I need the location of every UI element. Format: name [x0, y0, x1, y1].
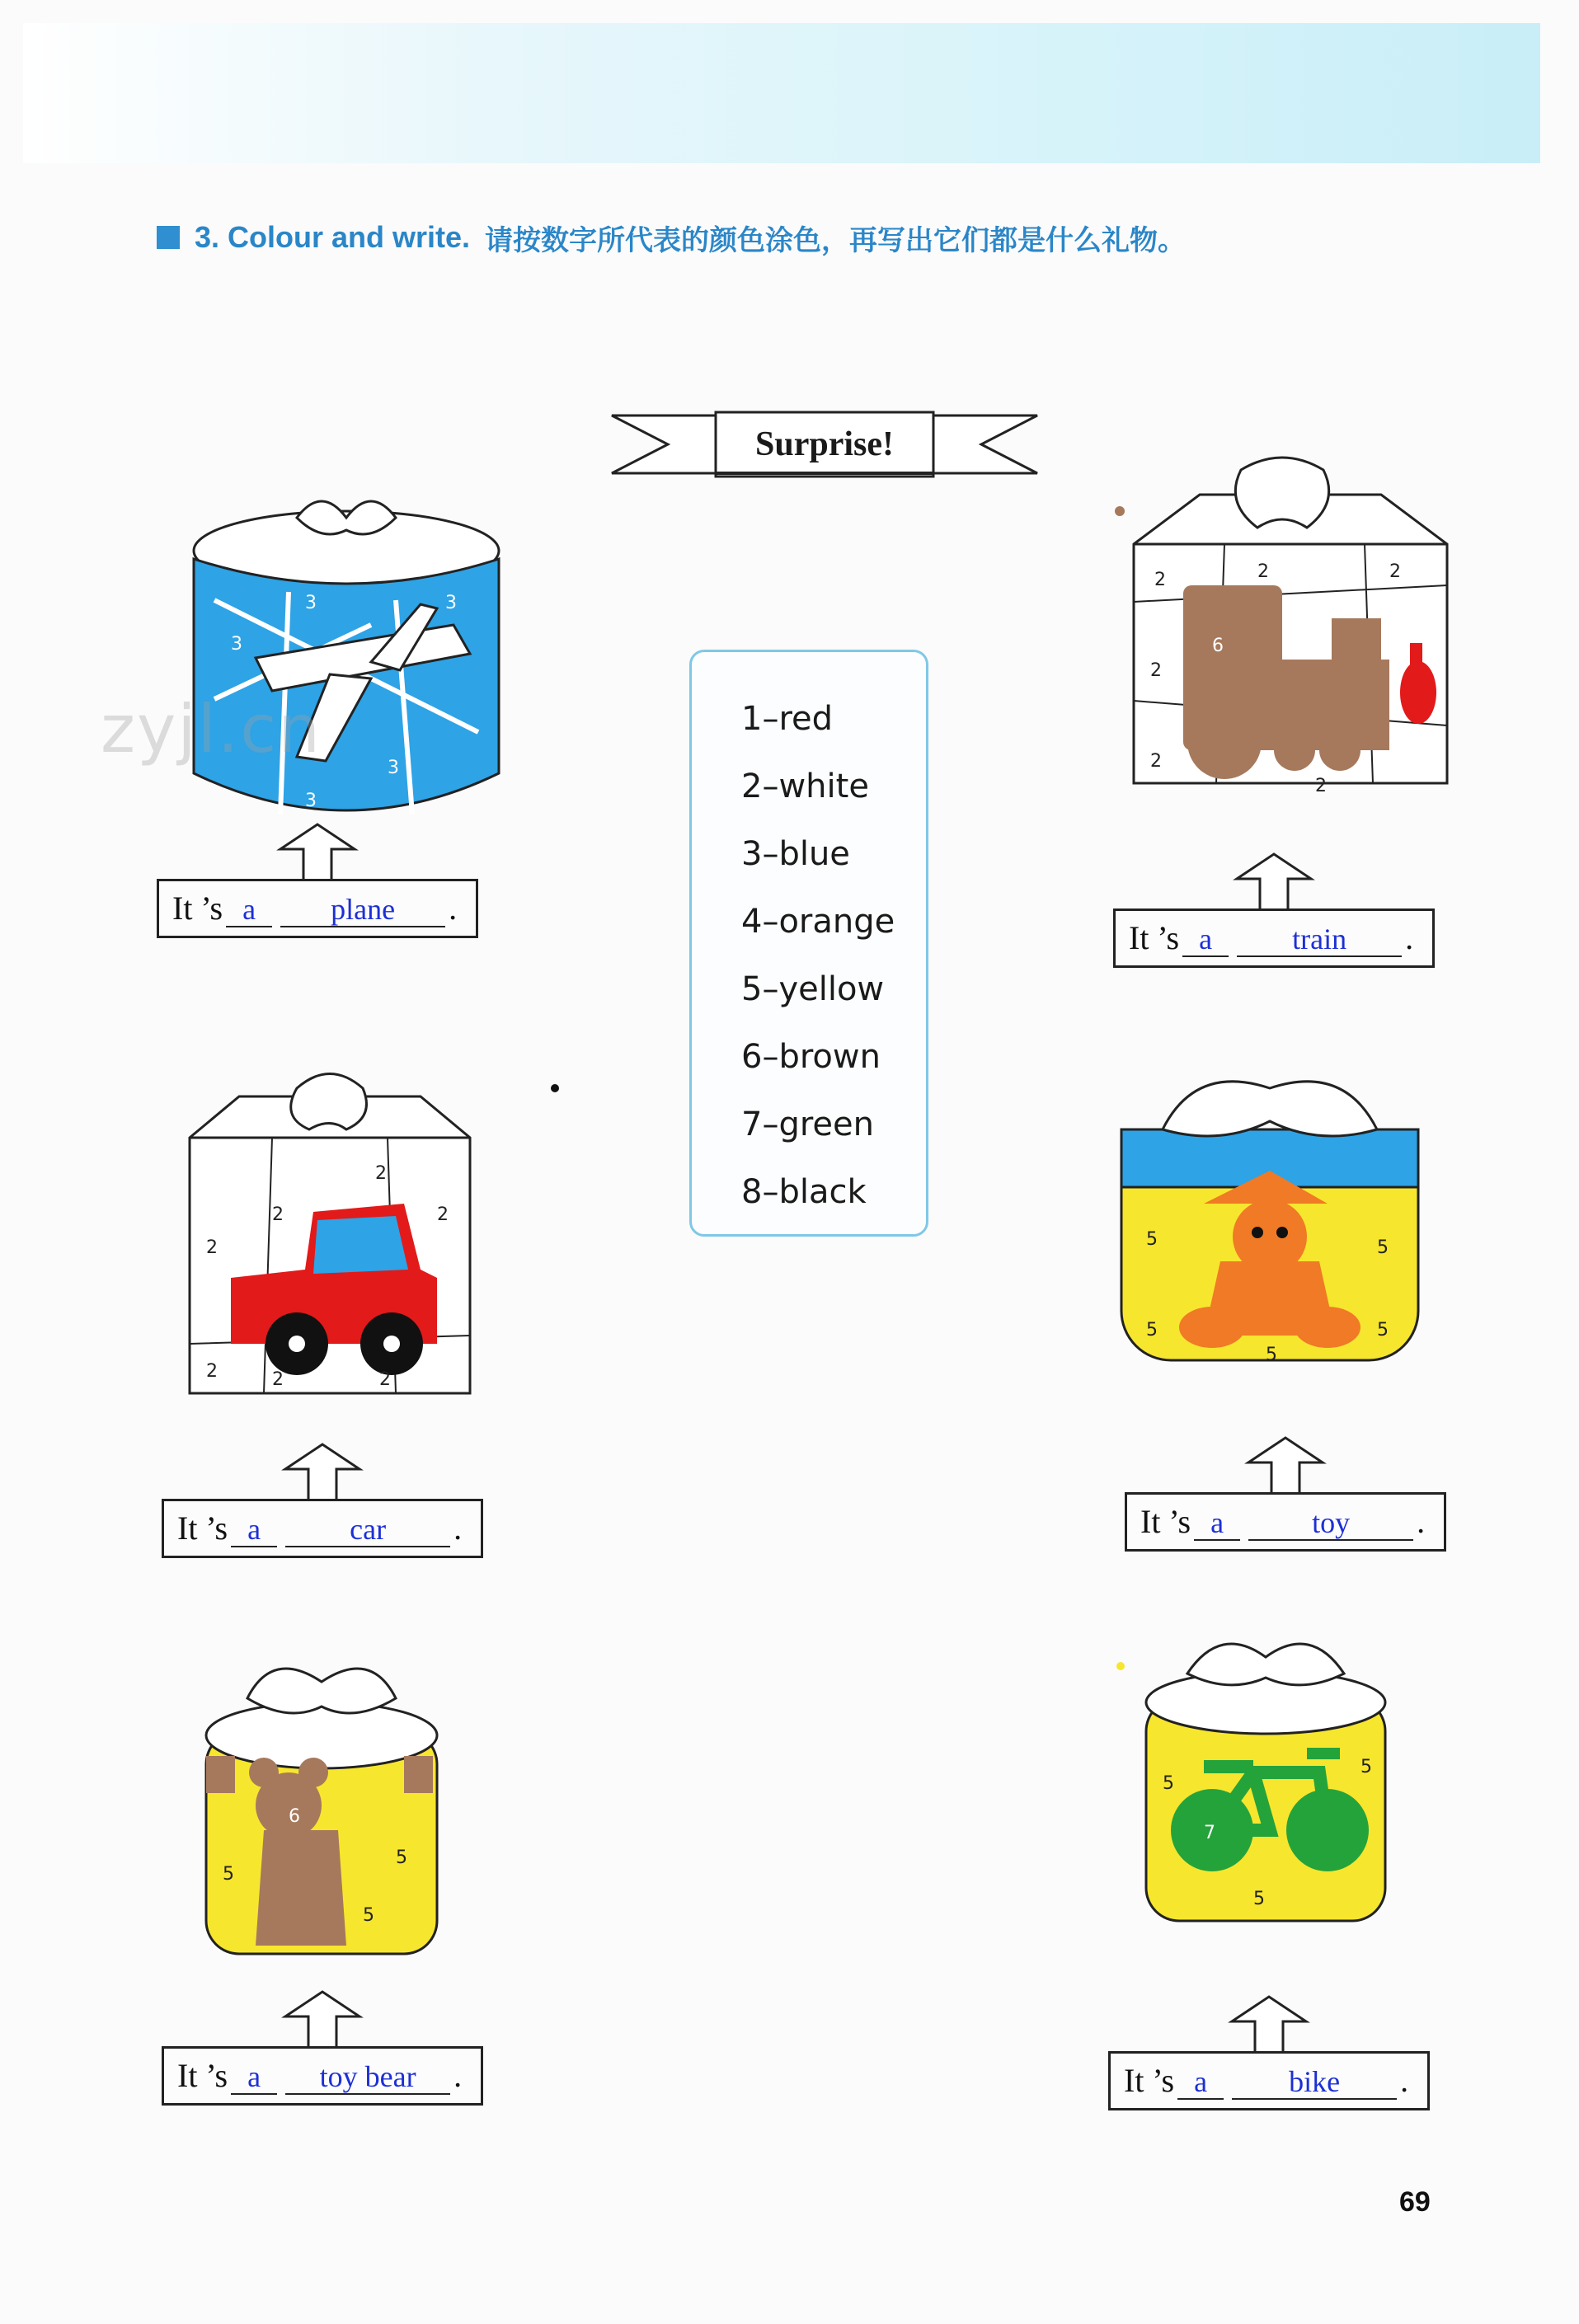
- answer-word-blank[interactable]: toy: [1248, 1506, 1413, 1541]
- answer-sentence-box: [1113, 908, 1435, 968]
- answer-article-blank[interactable]: a: [231, 2060, 277, 2095]
- stray-dot: [1116, 1662, 1125, 1670]
- gift-box-toy-bear: [198, 1649, 445, 1962]
- up-arrow-icon: [272, 821, 363, 887]
- color-key-item: 8–black: [741, 1173, 867, 1211]
- answer-prefix: It ’s: [172, 890, 223, 927]
- answer-period: .: [453, 2057, 463, 2094]
- answer-period: .: [449, 890, 458, 927]
- section-marker-icon: [157, 226, 180, 249]
- bike-gift-icon: [1130, 1624, 1402, 1937]
- up-arrow-icon: [277, 1441, 368, 1507]
- svg-text:5: 5: [1146, 1229, 1158, 1250]
- answer-word-blank[interactable]: train: [1237, 923, 1402, 957]
- answer-prefix: It ’s: [177, 2057, 228, 2094]
- color-key-item: 5–yellow: [741, 970, 885, 1008]
- answer-article-blank[interactable]: a: [231, 1513, 277, 1547]
- up-arrow-icon: [1229, 851, 1319, 917]
- svg-text:5: 5: [363, 1905, 374, 1926]
- color-key-item: 3–blue: [741, 835, 850, 873]
- plane-gift-icon: [181, 485, 511, 864]
- svg-text:3: 3: [445, 593, 457, 613]
- answer-plane: [157, 879, 478, 938]
- svg-text:3: 3: [305, 593, 317, 613]
- up-arrow-icon: [1240, 1434, 1331, 1500]
- surprise-banner: [610, 409, 1039, 480]
- answer-toy-bear: [162, 2046, 483, 2106]
- answer-car: [162, 1499, 483, 1558]
- exercise-title: 3. Colour and write.: [195, 220, 471, 254]
- answer-article-blank[interactable]: a: [226, 893, 272, 927]
- svg-text:7: 7: [1204, 1823, 1215, 1843]
- banner-title: Surprise!: [755, 425, 894, 463]
- color-key-item: 4–orange: [741, 903, 895, 941]
- answer-toy: [1125, 1492, 1446, 1552]
- color-key-box: [689, 650, 928, 1237]
- answer-sentence-box: [162, 1499, 483, 1558]
- gift-box-car: [173, 1072, 478, 1410]
- answer-sentence-box: [1125, 1492, 1446, 1552]
- train-gift-icon: [1117, 453, 1464, 816]
- bear-gift-icon: [198, 1649, 445, 1962]
- svg-text:2: 2: [206, 1361, 218, 1382]
- color-key-item: 7–green: [741, 1106, 874, 1143]
- svg-text:2: 2: [437, 1204, 449, 1225]
- answer-word-blank[interactable]: car: [285, 1513, 450, 1547]
- up-arrow-icon: [1224, 1993, 1314, 2059]
- gift-box-train: [1117, 453, 1464, 816]
- svg-text:5: 5: [1146, 1320, 1158, 1340]
- svg-text:6: 6: [289, 1806, 300, 1827]
- answer-train: [1113, 908, 1435, 968]
- svg-text:3: 3: [305, 791, 317, 811]
- stray-dot: [1115, 506, 1125, 516]
- svg-text:6: 6: [1212, 636, 1224, 656]
- exercise-chinese-instruction: 请按数字所代表的颜色涂色，再写出它们都是什么礼物。: [485, 223, 1187, 257]
- gift-box-plane: [181, 485, 511, 864]
- answer-word-blank[interactable]: toy bear: [285, 2060, 450, 2095]
- svg-text:5: 5: [1253, 1889, 1265, 1909]
- svg-text:2: 2: [1150, 660, 1162, 681]
- answer-bike: [1108, 2051, 1430, 2110]
- svg-text:5: 5: [1377, 1320, 1389, 1340]
- svg-text:2: 2: [375, 1163, 387, 1184]
- svg-text:5: 5: [223, 1864, 234, 1885]
- color-key-item: 2–white: [741, 768, 869, 805]
- watermark: zyjl.cn: [101, 691, 322, 768]
- svg-text:2: 2: [272, 1369, 284, 1390]
- svg-text:2: 2: [272, 1204, 284, 1225]
- answer-prefix: It ’s: [1140, 1503, 1191, 1540]
- answer-article-blank[interactable]: a: [1194, 1506, 1240, 1541]
- answer-sentence-box: [1108, 2051, 1430, 2110]
- svg-text:5: 5: [1266, 1345, 1277, 1365]
- svg-text:5: 5: [396, 1847, 407, 1868]
- svg-text:5: 5: [1163, 1773, 1174, 1794]
- car-gift-icon: [173, 1072, 478, 1410]
- svg-text:3: 3: [231, 634, 242, 655]
- svg-text:2: 2: [1154, 570, 1166, 590]
- svg-text:2: 2: [1315, 776, 1327, 796]
- answer-prefix: It ’s: [1129, 919, 1180, 956]
- answer-period: .: [1417, 1503, 1426, 1540]
- answer-sentence-box: [157, 879, 478, 938]
- answer-period: .: [1405, 919, 1414, 956]
- gift-box-toy: [1113, 1055, 1426, 1385]
- up-arrow-icon: [277, 1988, 368, 2054]
- answer-prefix: It ’s: [1124, 2062, 1175, 2099]
- color-key-item: 1–red: [741, 700, 834, 738]
- answer-prefix: It ’s: [177, 1509, 228, 1547]
- page-number: 69: [1399, 2186, 1431, 2218]
- svg-text:2: 2: [206, 1237, 218, 1258]
- answer-sentence-box: [162, 2046, 483, 2106]
- answer-period: .: [453, 1509, 463, 1547]
- svg-text:2: 2: [1257, 561, 1269, 582]
- answer-period: .: [1400, 2062, 1409, 2099]
- svg-text:5: 5: [1360, 1757, 1372, 1777]
- answer-article-blank[interactable]: a: [1177, 2065, 1224, 2100]
- exercise-instruction: [157, 220, 1187, 257]
- answer-word-blank[interactable]: bike: [1232, 2065, 1397, 2100]
- page-header-band: [23, 23, 1540, 163]
- answer-word-blank[interactable]: plane: [280, 893, 445, 927]
- gift-box-bike: [1130, 1624, 1402, 1937]
- svg-text:2: 2: [1150, 751, 1162, 772]
- svg-text:2: 2: [379, 1369, 391, 1390]
- stray-dot: [551, 1084, 559, 1092]
- svg-text:3: 3: [388, 758, 399, 778]
- color-key-item: 6–brown: [741, 1038, 881, 1076]
- svg-text:5: 5: [1377, 1237, 1389, 1258]
- answer-article-blank[interactable]: a: [1182, 923, 1229, 957]
- svg-text:2: 2: [1389, 561, 1401, 582]
- toy-gift-icon: [1113, 1055, 1426, 1385]
